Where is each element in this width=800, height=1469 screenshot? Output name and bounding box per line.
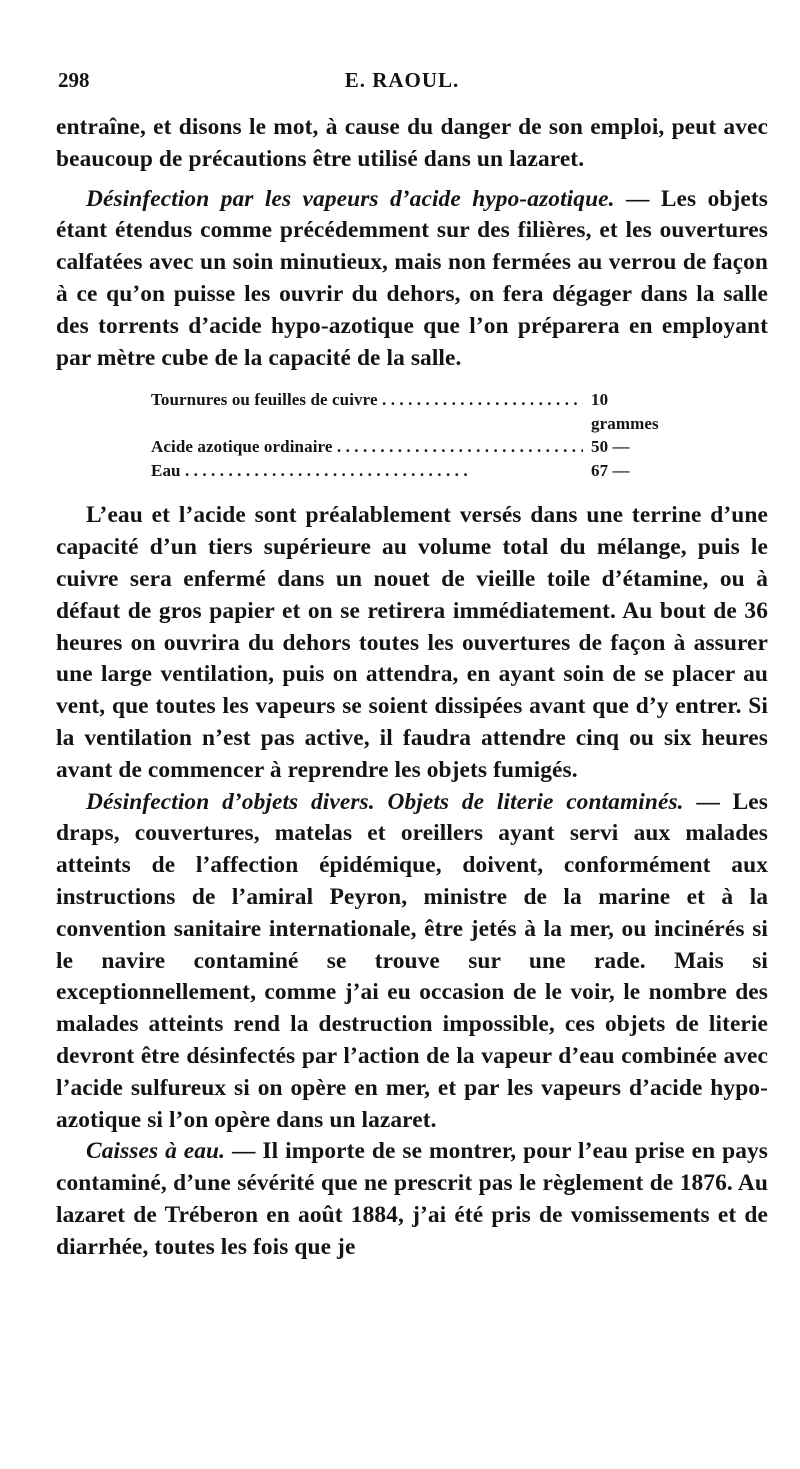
- page-number: 298: [58, 68, 90, 92]
- reagent-name: Tournures ou feuilles de cuivre . . .: [151, 388, 583, 412]
- running-head: E. RAOUL.: [344, 68, 460, 92]
- reagent-quantity: 50 —: [591, 437, 630, 457]
- table-row: [151, 435, 671, 459]
- paragraph-1-text: entraîne, et disons le mot, à cause du danger de son emploi, peut avec beaucoup de précautions être utilisé dans un lazaret.: [56, 114, 768, 172]
- section-heading-objets-divers: Désinfection d’objets divers. Objets de literie contaminés.: [86, 788, 684, 815]
- paragraph-2: [56, 184, 768, 375]
- reagent-quantity: 67 —: [591, 460, 630, 480]
- paragraph-4-text: — Les draps, couvertures, matelas et oreillers ayant servi aux malades atteints de l’affection épidémique, doivent, conformément aux instructions de l’amiral Peyron, ministre de la marine et à la convention sanitaire internationale, être jetés à la mer, ou incinérés si le navire contaminé se trouve sur une rade. Mais si exceptionnellement, comme j’ai eu occasion de le voir, le nombre des malades atteints rend la destruction impossible, ces objets de literie devront être désinfectés par l’action de la vapeur d’eau combinée avec l’acide sulfureux si on opère en mer, et par les vapeurs d’acide hypo-azotique si l’on opère dans un lazaret.: [56, 788, 768, 1133]
- section-heading-hypo-azotique: Désinfection par les vapeurs d’acide hypo-azotique.: [86, 185, 615, 212]
- section-heading-caisses-a-eau: Caisses à eau.: [86, 1138, 226, 1165]
- reagent-table: [151, 388, 671, 482]
- paragraph-3-text: L’eau et l’acide sont préalablement versés dans une terrine d’une capacité d’un tiers supérieure au volume total du mélange, puis le cuivre sera enfermé dans un nouet de vieille toile d’étamine, ou à défaut de gros papier et on se retirera immédiatement. Au bout de 36 heures on ouvrira du dehors toutes les ouvertures de façon à assurer une large ventilation, puis on attendra, en ayant soin de se placer au vent, que toutes les vapeurs se soient dissipées avant que d’y entrer. Si la ventilation n’est pas active, il faudra attendre cinq ou six heures avant de commencer à reprendre les objets fumigés.: [56, 502, 768, 783]
- paragraph-5: [56, 1136, 768, 1263]
- paragraph-4: [56, 787, 768, 1137]
- table-row: [151, 459, 671, 483]
- table-row: [151, 388, 671, 435]
- page-header: [58, 68, 746, 98]
- reagent-quantity: 10 grammes: [591, 390, 659, 433]
- reagent-name: Eau . . .: [151, 459, 583, 483]
- paragraph-2-text: — Les objets étant étendus comme précédemment sur des filières, et les ouvertures calfatées avec un soin minutieux, mais non fermées au verrou de façon à ce qu’on puisse les ouvrir du dehors, on fera dégager dans la salle des torrents d’acide hypo-azotique que l’on préparera en employant par mètre cube de la capacité de la salle.: [56, 185, 768, 371]
- reagent-name: Acide azotique ordinaire . . .: [151, 435, 583, 459]
- paragraph-5-text: — Il importe de se montrer, pour l’eau prise en pays contaminé, d’une sévérité que ne prescrit pas le règlement de 1876. Au lazaret de Tréberon en août 1884, j’ai été pris de vomissements et de diarrhée, toutes les fois que je: [56, 1138, 768, 1260]
- page-body: [56, 112, 768, 1264]
- paragraph-1: [56, 112, 768, 176]
- paragraph-3: [56, 500, 768, 786]
